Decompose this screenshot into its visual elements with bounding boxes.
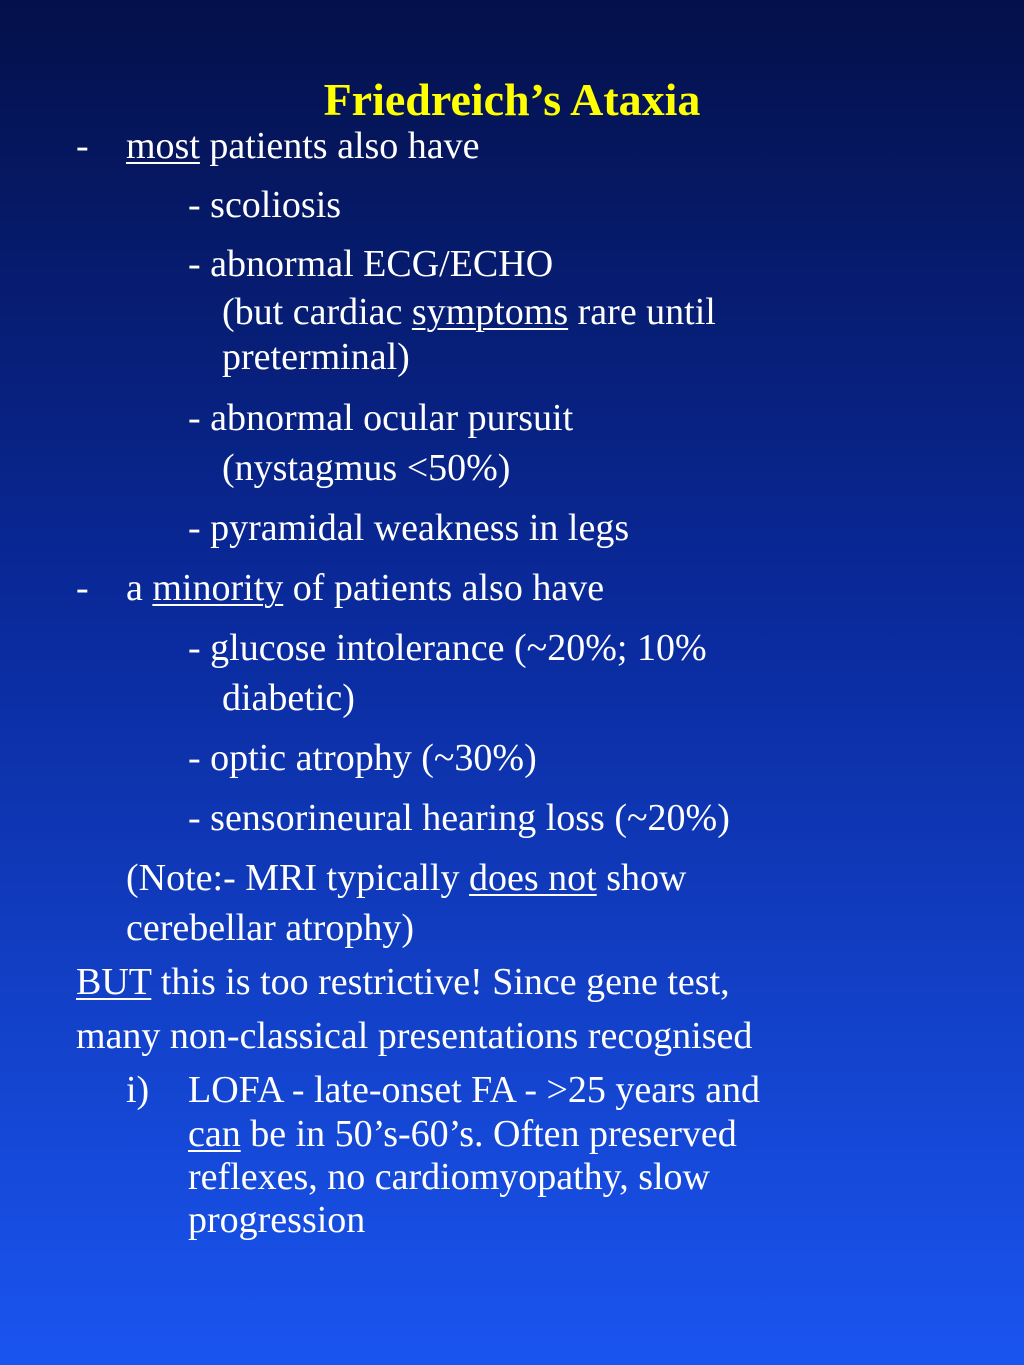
emphasis-can: can <box>188 1113 241 1155</box>
section2-heading-text: of patients also have <box>283 567 605 609</box>
item-glucose: - glucose intolerance (~20%; 10% <box>188 627 707 669</box>
but-statement <box>76 960 730 1004</box>
item-ocular-note: (nystagmus <50%) <box>222 447 511 489</box>
ecg-note-pre: (but cardiac <box>222 291 412 333</box>
emphasis-does-not: does not <box>468 857 597 899</box>
emphasis-minority: minority <box>152 567 284 609</box>
mri-note <box>126 856 686 900</box>
lofa-line2-text: be in 50’s-60’s. Often preserved <box>240 1113 737 1155</box>
slide-title: Friedreich’s Ataxia <box>323 74 701 125</box>
item-pyramidal: - pyramidal weakness in legs <box>188 507 630 549</box>
mri-note-line2: cerebellar atrophy) <box>126 907 414 949</box>
section1-heading <box>126 124 480 168</box>
item-ecg-note-line2: preterminal) <box>222 336 410 378</box>
mri-note-pre: (Note:- MRI typically <box>126 857 469 899</box>
emphasis-but: BUT <box>76 961 152 1003</box>
item-glucose-line2: diabetic) <box>222 677 355 719</box>
section1-heading-text: patients also have <box>199 125 480 167</box>
section2-pre: a <box>126 567 153 609</box>
item-optic: - optic atrophy (~30%) <box>188 737 537 779</box>
lofa-line1: LOFA - late-onset FA - >25 years and <box>188 1069 760 1111</box>
ecg-note-post: rare until <box>568 291 716 333</box>
item-scoliosis: - scoliosis <box>188 184 342 226</box>
item-hearing: - sensorineural hearing loss (~20%) <box>188 797 730 839</box>
mri-note-post: show <box>596 857 687 899</box>
lofa-line2 <box>188 1112 737 1156</box>
emphasis-symptoms: symptoms <box>411 291 569 333</box>
bullet-dash: - <box>76 125 89 167</box>
but-statement-line2: many non-classical presentations recognised <box>76 1015 753 1057</box>
item-ecg: - abnormal ECG/ECHO <box>188 243 554 285</box>
lofa-line4: progression <box>188 1199 366 1241</box>
lofa-line3: reflexes, no cardiomyopathy, slow <box>188 1156 710 1198</box>
item-ecg-note <box>222 290 716 334</box>
emphasis-most: most <box>126 125 200 167</box>
item-ocular: - abnormal ocular pursuit <box>188 397 574 439</box>
bullet-dash: - <box>76 567 89 609</box>
lofa-marker: i) <box>126 1069 150 1111</box>
section2-heading <box>126 566 604 610</box>
but-text: this is too restrictive! Since gene test, <box>151 961 730 1003</box>
